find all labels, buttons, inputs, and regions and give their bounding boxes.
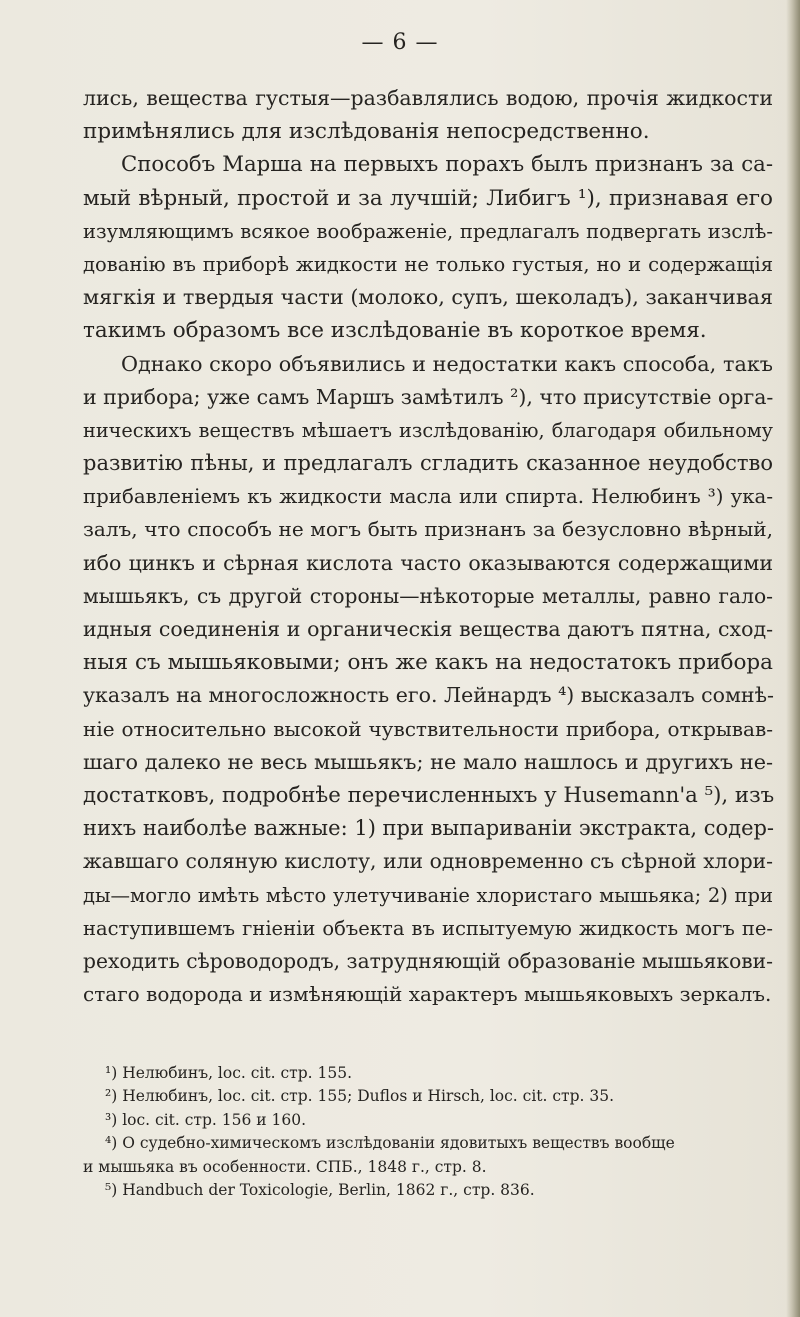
footnote-continuation: и мышьяка въ особенности. СПБ., 1848 г., стр. 8. xyxy=(83,1157,487,1176)
text-line: примѣнялись для изслѣдованія непосредственно. xyxy=(83,119,650,145)
text-line: указалъ на многосложность его. Лейнардъ ⁴) высказалъ сомнѣ- xyxy=(83,683,774,708)
footnote: ⁴) О судебно-химическомъ изслѣдованіи ядовитыхъ веществъ вообще xyxy=(105,1134,675,1153)
page-number: — 6 — xyxy=(361,30,439,55)
main-text xyxy=(83,82,773,1011)
text-line: ибо цинкъ и сѣрная кислота часто оказываются содержащими xyxy=(83,550,773,575)
text-line: ды—могло имѣть мѣсто улетучиваніе хлористаго мышьяка; 2) при xyxy=(83,883,773,907)
text-line: дованію въ приборѣ жидкости не только густыя, но и содержащія xyxy=(83,252,773,276)
footnote: ²) Нелюбинъ, loc. cit. стр. 155; Duflos и Hirsch, loc. cit. стр. 35. xyxy=(105,1087,615,1106)
text-line: и прибора; уже самъ Маршъ замѣтилъ ²), что присутствіе орга- xyxy=(83,384,774,409)
footnote: ¹) Нелюбинъ, loc. cit. стр. 155. xyxy=(105,1064,353,1082)
text-line: жавшаго соляную кислоту, или одновременно съ сѣрной хлори- xyxy=(83,849,773,874)
footnotes xyxy=(83,1062,773,1202)
text-line: шаго далеко не весь мышьякъ; не мало нашлось и другихъ не- xyxy=(83,749,773,774)
text-line: прибавленіемъ къ жидкости масла или спирта. Нелюбинъ ³) ука- xyxy=(83,485,773,509)
text-line: Способъ Марша на первыхъ порахъ былъ признанъ за са- xyxy=(121,152,773,178)
text-line: залъ, что способъ не могъ быть признанъ за безусловно вѣрный, xyxy=(83,517,773,542)
text-line: нихъ наиболѣе важные: 1) при выпариваніи экстракта, содер- xyxy=(83,816,775,841)
text-line: стаго водорода и измѣняющій характеръ мышьяковыхъ зеркалъ. xyxy=(83,982,772,1007)
text-line: Однако скоро объявились и недостатки какъ способа, такъ xyxy=(121,351,773,376)
text-line: развитію пѣны, и предлагалъ сгладить сказанное неудобство xyxy=(83,451,773,476)
text-line: достатковъ, подробнѣе перечисленныхъ у Husemann'a ⁵), изъ xyxy=(83,782,775,808)
text-line: лись, вещества густыя—разбавлялись водою, прочія жидкости xyxy=(83,86,773,110)
page-edge-shadow xyxy=(786,0,800,1317)
text-line: реходить сѣроводородъ, затрудняющій образованіе мышьякови- xyxy=(83,948,773,973)
text-line: мышьякъ, съ другой стороны—нѣкоторые металлы, равно гало- xyxy=(83,583,773,608)
text-line: ническихъ веществъ мѣшаетъ изслѣдованію, благодаря обильному xyxy=(83,418,773,442)
text-line: мягкія и твердыя части (молоко, супъ, шеколадъ), заканчивая xyxy=(83,285,773,310)
text-line: такимъ образомъ все изслѣдованіе въ короткое время. xyxy=(83,318,707,344)
text-line: изумляющимъ всякое воображеніе, предлагалъ подвергать изслѣ- xyxy=(83,219,773,243)
footnote: ³) loc. cit. стр. 156 и 160. xyxy=(105,1110,307,1129)
text-line: ніе относительно высокой чувствительности прибора, открывав- xyxy=(83,716,773,741)
text-line: мый вѣрный, простой и за лучшій; Либигъ ¹), признавая его xyxy=(83,185,773,211)
text-line: наступившемъ гніеніи объекта въ испытуемую жидкость могъ пе- xyxy=(83,916,773,940)
footnote: ⁵) Handbuch der Toxicologie, Berlin, 1862 г., стр. 836. xyxy=(105,1180,535,1199)
text-line: идныя соединенія и органическія вещества даютъ пятна, сход- xyxy=(83,617,773,641)
text-line: ныя съ мышьяковыми; онъ же какъ на недостатокъ прибора xyxy=(83,650,773,676)
